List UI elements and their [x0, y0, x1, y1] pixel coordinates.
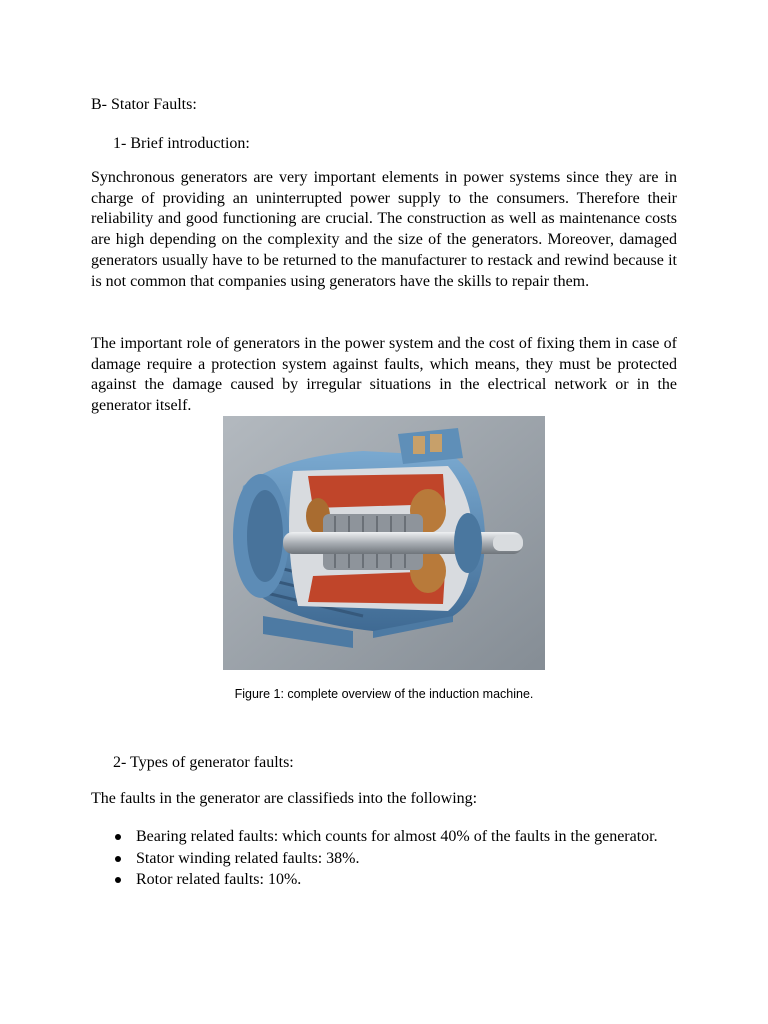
fault-types-list [113, 826, 673, 891]
list-item: Bearing related faults: which counts for almost 40% of the faults in the generator. [113, 826, 673, 848]
intro-paragraph-2: The important role of generators in the power system and the cost of fixing them in case of damage require a protection system against faults, which means, they must be protected against the damage caused by irregular situations in the electrical network or in the generator itself. [91, 335, 677, 415]
intro-paragraph-1: Synchronous generators are very important elements in power systems since they are in charge of providing an uninterrupted power supply to the consumers. Therefore their reliability and good functioning are crucial. The construction as well as maintenance costs are high depending on the complexity and the size of the generators. Moreover, damaged generators usually have to be returned to the manufacturer to restack and rewind because it is not common that companies using generators have the skills to repair them. [91, 169, 677, 290]
types-intro: The faults in the generator are classifieds into the following: [91, 790, 478, 807]
types-heading: 2- Types of generator faults: [113, 754, 294, 771]
bullet-icon [115, 834, 121, 840]
induction-machine-illustration [223, 416, 545, 670]
bullet-icon [115, 856, 121, 862]
figure-image [223, 416, 545, 670]
bullet-icon [115, 877, 121, 883]
intro-heading: 1- Brief introduction: [113, 135, 250, 152]
list-item: Stator winding related faults: 38%. [113, 848, 673, 870]
figure-caption: Figure 1: complete overview of the induction machine. [234, 687, 534, 701]
section-title: B- Stator Faults: [91, 96, 197, 113]
list-item: Rotor related faults: 10%. [113, 869, 673, 891]
